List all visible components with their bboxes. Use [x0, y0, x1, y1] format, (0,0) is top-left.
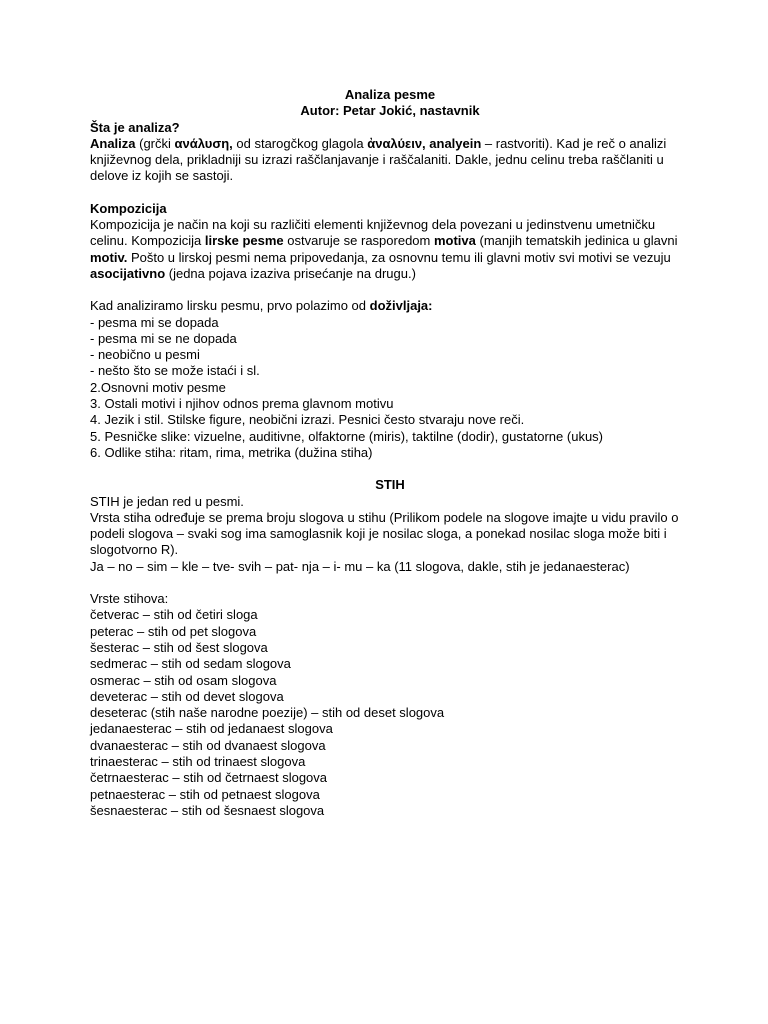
spacer — [90, 282, 690, 298]
analiza-text-1: (grčki — [135, 135, 175, 151]
kompozicija-heading: Kompozicija — [90, 200, 167, 216]
kompozicija-text-4: Pošto u lirskoj pesmi nema pripovedanja, za osnovnu temu ili glavni motiv svi motivi se vezuju — [127, 249, 671, 265]
document-content — [90, 87, 690, 819]
list-item: 6. Odlike stiha: ritam, rima, metrika (dužina stiha) — [90, 444, 373, 460]
spacer — [90, 461, 690, 477]
list-item: petnaesterac – stih od petnaest slogova — [90, 786, 320, 802]
list-item: četverac – stih od četiri sloga — [90, 607, 258, 623]
spacer — [90, 185, 690, 201]
postupak-intro — [90, 298, 690, 314]
kompozicija-text-3: (manjih tematskih jedinica u glavni — [475, 233, 678, 249]
list-item: šesterac – stih od šest slogova — [90, 639, 268, 655]
stih-line-2: Vrsta stiha određuje se prema broju slogova u stihu (Prilikom podele na slogove imajte u vidu pravilo o podeli slogova – svaki sog ima samoglasnik koji je nosilac sloga, a ponekad nosilac sloga može biti i slogotvorno R). — [90, 509, 679, 558]
vrste-heading: Vrste stihova: — [90, 591, 169, 607]
list-item: šesnaesterac – stih od šesnaest slogova — [90, 802, 325, 818]
list-item: trinaesterac – stih od trinaest slogova — [90, 753, 306, 769]
document-author: Autor: Petar Jokić, nastavnik — [300, 103, 480, 119]
postupak-intro-text: Kad analiziramo lirsku pesmu, prvo polazimo od — [90, 298, 370, 314]
list-item: jedanaesterac – stih od jedanaest slogova — [90, 721, 333, 737]
kompozicija-term-motiv: motiv. — [90, 249, 128, 265]
vrste-list — [90, 607, 690, 819]
list-item: četrnaesterac – stih od četrnaest slogova — [90, 770, 328, 786]
list-item: - pesma mi se ne dopada — [90, 330, 237, 346]
document-title: Analiza pesme — [344, 87, 436, 102]
spacer — [90, 575, 690, 591]
list-item: 5. Pesničke slike: vizuelne, auditivne, olfaktorne (miris), taktilne (dodir), gustatorne (ukus) — [90, 428, 603, 444]
postupak-intro-term: doživljaja: — [369, 298, 433, 314]
list-item: osmerac – stih od osam slogova — [90, 672, 277, 688]
list-item: sedmerac – stih od sedam slogova — [90, 656, 291, 672]
analiza-greek-verb: ἀναλύειν, analyein — [367, 135, 482, 151]
kompozicija-text-2: ostvaruje se rasporedom — [283, 233, 434, 249]
analiza-heading: Šta je analiza? — [90, 119, 180, 135]
list-item: dvanaesterac – stih od dvanaest slogova — [90, 737, 326, 753]
list-item: 4. Jezik i stil. Stilske figure, neobični izrazi. Pesnici često stvaraju nove reči. — [90, 412, 525, 428]
analiza-greek-noun: ανάλυση, — [174, 135, 233, 151]
analiza-paragraph — [90, 136, 690, 185]
list-item: deseterac (stih naše narodne poezije) – stih od deset slogova — [90, 705, 445, 721]
stih-heading: STIH — [375, 477, 405, 493]
stih-line-1: STIH je jedan red u pesmi. — [90, 493, 244, 509]
kompozicija-term-motiva: motiva — [433, 233, 476, 249]
analiza-term: Analiza — [90, 135, 136, 151]
kompozicija-text-5: (jedna pojava izaziva prisećanje na drugu.) — [165, 265, 416, 281]
list-item: - neobično u pesmi — [90, 347, 200, 363]
kompozicija-term-asocijativno: asocijativno — [90, 265, 166, 281]
list-item: 3. Ostali motivi i njihov odnos prema glavnom motivu — [90, 396, 394, 412]
analiza-text-3: – rastvoriti). Kad je reč o analizi književnog dela, prikladniji su izrazi raščlanjavanje i raščalaniti. Dakle, jednu celinu treba raščlaniti u delove iz kojih se sastoji. — [90, 135, 667, 184]
kompozicija-paragraph — [90, 217, 690, 282]
kompozicija-term-lirska: lirske pesme — [204, 233, 284, 249]
kompozicija-text-1: Kompozicija je način na koji su različiti elementi književnog dela povezani u jedinstvenu umetničku celinu. Kompozicija — [90, 217, 656, 249]
list-item: 2.Osnovni motiv pesme — [90, 379, 226, 395]
list-item: - pesma mi se dopada — [90, 314, 219, 330]
list-item: deveterac – stih od devet slogova — [90, 688, 284, 704]
postupak-list — [90, 315, 690, 462]
list-item: peterac – stih od pet slogova — [90, 623, 257, 639]
list-item: - nešto što se može istaći i sl. — [90, 363, 260, 379]
stih-line-3: Ja – no – sim – kle – tve- svih – pat- nja – i- mu – ka (11 slogova, dakle, stih je jedanaesterac) — [90, 558, 630, 574]
analiza-text-2: od starogčkog glagola — [232, 135, 368, 151]
